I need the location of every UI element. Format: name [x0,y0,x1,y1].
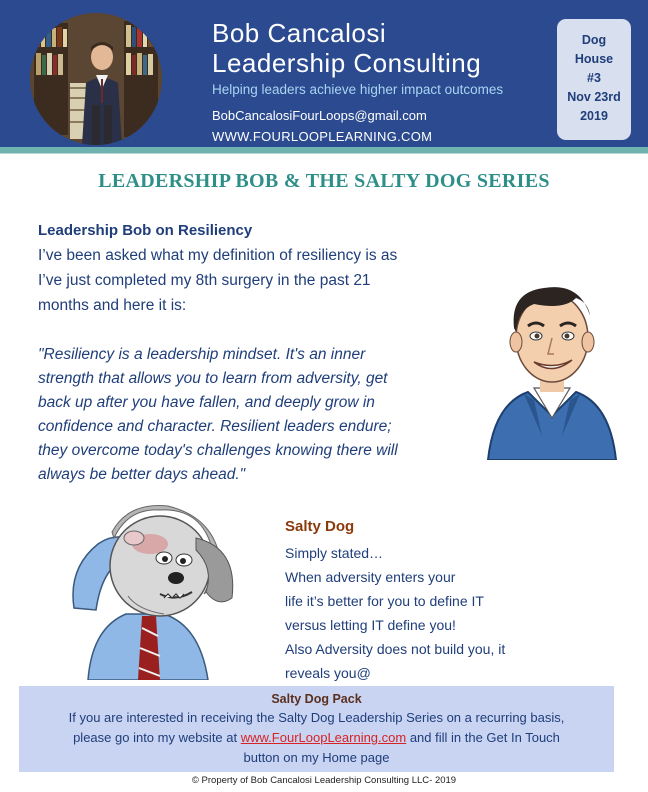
badge-line: Nov 23rd [567,90,621,104]
bob-cartoon-illustration [484,276,620,460]
header-divider [0,153,648,154]
series-title: LEADERSHIP BOB & THE SALTY DOG SERIES [98,170,550,192]
badge-line: 2019 [580,109,608,123]
website-url: WWW.FOURLOOPLEARNING.COM [212,129,433,144]
intro-line: months and here it is: [38,297,187,314]
header-banner [0,0,648,147]
salty-line: Simply stated… [285,545,384,561]
intro-line: I’ve just completed my 8th surgery in the past 21 [38,272,371,289]
author-photo [30,13,162,145]
leadership-bob-cartoon [484,276,620,460]
badge-line: Dog [581,33,607,47]
pack-line-suffix: and fill in the Get In Touch [406,730,560,745]
quote-line: "Resiliency is a leadership mindset. It's an inner [38,346,366,363]
pack-text [19,706,614,768]
badge-line: House [574,52,614,66]
salty-line: Also Adversity does not build you, it [285,641,506,657]
quote-line: confidence and character. Resilient leaders endure; [38,418,392,435]
resiliency-intro [38,243,478,318]
company-title [212,18,481,78]
salty-line: When adversity enters your [285,569,456,585]
quote-line: strength that allows you to learn from adversity, get [38,370,388,387]
salty-line: versus letting IT define you! [285,617,456,633]
badge-line: #3 [587,71,601,85]
salty-line: reveals you@ [285,665,371,681]
resiliency-heading: Leadership Bob on Resiliency [38,222,253,239]
resiliency-quote [38,343,474,487]
pack-title: Salty Dog Pack [271,692,362,706]
pack-line-prefix: please go into my website at [73,730,241,745]
title-line-company: Leadership Consulting [212,48,482,78]
bookshelf-photo-illustration [30,13,162,145]
quote-line: back up after you have fallen, and deeply grow in [38,394,375,411]
quote-line: they overcome today's challenges knowing there will [38,442,398,459]
pack-line: button on my Home page [243,750,390,765]
copyright-footer: © Property of Bob Cancalosi Leadership Consulting LLC- 2019 [191,775,457,786]
tagline: Helping leaders achieve higher impact outcomes [212,82,504,97]
website-link[interactable]: www.FourLoopLearning.com [240,730,407,745]
pack-line: If you are interested in receiving the Salty Dog Leadership Series on a recurring basis, [68,710,565,725]
quote-line: always be better days ahead." [38,466,246,483]
pack-line [27,728,606,748]
salty-line: life it’s better for you to define IT [285,593,484,609]
salty-dog-illustration [68,498,246,680]
salty-dog-pack-box [19,686,614,772]
title-line-name: Bob Cancalosi [212,18,387,48]
email-address: BobCancalosiFourLoops@gmail.com [212,108,427,123]
issue-badge [557,19,631,140]
intro-line: I’ve been asked what my definition of resiliency is as [38,247,398,264]
salty-dog-heading: Salty Dog [285,518,355,535]
salty-dog-text [285,541,585,685]
salty-dog-cartoon [68,498,246,680]
